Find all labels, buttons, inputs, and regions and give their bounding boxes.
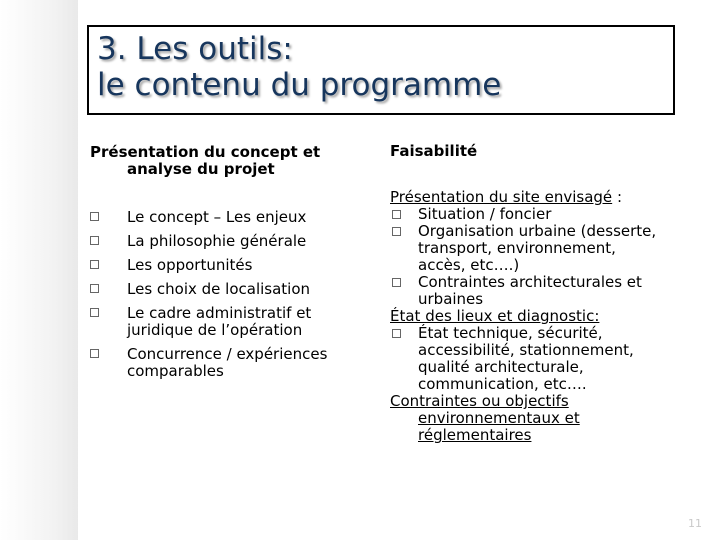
list-item-text-continued: urbaines (418, 290, 484, 308)
left-column (90, 144, 350, 387)
list-item (90, 305, 350, 339)
checkbox-bullet-icon (90, 212, 99, 221)
list-item-text: Contraintes architecturales et (418, 273, 642, 291)
site-title-text: Présentation du site envisagé (390, 188, 613, 206)
site-title (390, 189, 700, 206)
list-item-text-continued: comparables (127, 362, 224, 380)
list-item-text: Concurrence / expériences (127, 345, 328, 363)
list-item-text-continued: communication, etc…. (418, 375, 587, 393)
right-column (390, 143, 700, 444)
checkbox-bullet-icon (90, 349, 99, 358)
constraints-title-continued: environnementaux et (418, 409, 580, 427)
title-box (87, 25, 675, 115)
list-item-text: Les opportunités (127, 256, 253, 274)
diagnostic-section (390, 308, 700, 393)
checkbox-bullet-icon (90, 284, 99, 293)
right-heading: Faisabilité (390, 142, 478, 160)
list-item-text: La philosophie générale (127, 232, 307, 250)
constraints-title-continued: réglementaires (418, 426, 532, 444)
diagnostic-title: État des lieux et diagnostic: (390, 307, 600, 325)
list-item (390, 206, 700, 223)
checkbox-bullet-icon (392, 329, 401, 338)
left-heading (90, 144, 350, 178)
checkbox-bullet-icon (392, 227, 401, 236)
list-item-text: Organisation urbaine (desserte, (418, 222, 657, 240)
list-item-text: Le cadre administratif et (127, 304, 312, 322)
list-item-text: Les choix de localisation (127, 280, 311, 298)
list-item (90, 346, 350, 380)
checkbox-bullet-icon (392, 278, 401, 287)
checkbox-bullet-icon (90, 308, 99, 317)
left-heading-line-1: Présentation du concept et (90, 143, 321, 161)
list-item (90, 281, 350, 298)
site-section (390, 189, 700, 308)
list-item (90, 233, 350, 250)
title-line-1: 3. Les outils: (97, 31, 293, 67)
constraints-section (390, 393, 700, 444)
page-number: 11 (688, 517, 702, 530)
checkbox-bullet-icon (90, 236, 99, 245)
checkbox-bullet-icon (392, 210, 401, 219)
list-item-text-continued: qualité architecturale, (418, 358, 584, 376)
constraints-title: Contraintes ou objectifs (390, 392, 569, 410)
list-item-text: État technique, sécurité, (418, 324, 603, 342)
list-item (390, 274, 700, 291)
list-item (90, 209, 350, 226)
site-title-colon: : (612, 188, 622, 206)
list-item (390, 223, 700, 240)
list-item-text: Le concept – Les enjeux (127, 208, 307, 226)
list-item (390, 325, 700, 342)
list-item (90, 257, 350, 274)
checkbox-bullet-icon (90, 260, 99, 269)
left-margin-strip (0, 0, 78, 540)
left-list (90, 209, 350, 380)
list-item-text-continued: accès, etc….) (418, 256, 520, 274)
list-item-text-continued: accessibilité, stationnement, (418, 341, 634, 359)
left-heading-line-2: analyse du projet (127, 160, 275, 178)
title-line-2: le contenu du programme (97, 67, 502, 103)
list-item-text-continued: juridique de l’opération (127, 321, 303, 339)
list-item-text-continued: transport, environnement, (418, 239, 616, 257)
list-item-text: Situation / foncier (418, 205, 552, 223)
